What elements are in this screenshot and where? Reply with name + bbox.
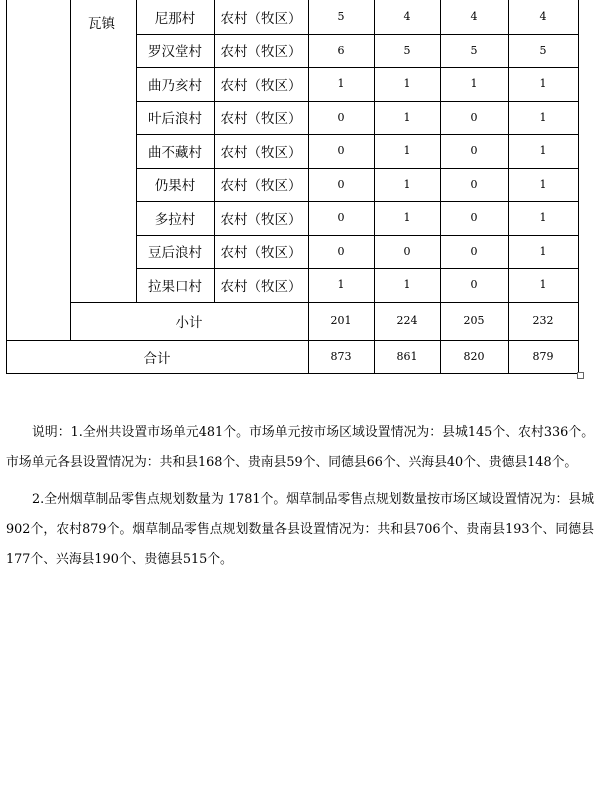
value-cell: 5 — [470, 43, 478, 57]
notes-section — [6, 418, 594, 582]
total-value-cell: 820 — [463, 350, 485, 363]
value-cell: 0 — [470, 177, 478, 191]
village-name-cell: 豆后浪村 — [148, 245, 202, 262]
village-name-cell: 曲乃亥村 — [148, 77, 202, 94]
value-cell: 0 — [470, 244, 478, 258]
value-cell: 1 — [403, 110, 411, 124]
value-cell: 1 — [539, 278, 547, 292]
data-table — [0, 0, 600, 380]
subtotal-value-cell: 232 — [532, 314, 554, 328]
area-type-cell: 农村（牧区） — [220, 245, 302, 262]
value-cell: 5 — [403, 43, 411, 57]
total-label: 合计 — [143, 350, 171, 367]
value-cell: 1 — [539, 110, 547, 124]
value-cell: 1 — [539, 77, 547, 91]
value-cell: 1 — [539, 211, 547, 225]
value-cell: 0 — [337, 211, 345, 225]
village-name-cell: 叶后浪村 — [148, 111, 202, 128]
value-cell: 5 — [337, 10, 345, 24]
value-cell: 4 — [403, 10, 411, 24]
value-cell: 0 — [470, 144, 478, 158]
area-type-cell: 农村（牧区） — [220, 211, 302, 228]
value-cell: 0 — [403, 244, 411, 258]
value-cell: 5 — [539, 43, 547, 57]
total-value-cell: 873 — [330, 350, 352, 363]
town-cell: 瓦镇 — [88, 16, 115, 32]
value-cell: 6 — [337, 43, 345, 57]
table-border — [578, 0, 579, 373]
village-name-cell: 尼那村 — [154, 10, 196, 27]
total-value-cell: 861 — [396, 350, 418, 363]
value-cell: 1 — [470, 77, 478, 91]
value-cell: 4 — [539, 10, 547, 24]
value-cell: 1 — [403, 177, 411, 191]
subtotal-value-cell: 201 — [330, 314, 352, 328]
value-cell: 4 — [470, 10, 478, 24]
area-type-cell: 农村（牧区） — [220, 77, 302, 94]
value-cell: 1 — [539, 144, 547, 158]
area-type-cell: 农村（牧区） — [220, 278, 302, 295]
table-bottom-border — [6, 373, 579, 374]
value-cell: 0 — [337, 244, 345, 258]
value-cell: 1 — [403, 144, 411, 158]
village-name-cell: 仍果村 — [154, 178, 196, 195]
value-cell: 0 — [470, 211, 478, 225]
table-left-border — [6, 0, 7, 373]
value-cell: 1 — [539, 244, 547, 258]
subtotal-label: 小计 — [175, 314, 203, 331]
value-cell: 1 — [403, 278, 411, 292]
total-value-cell: 879 — [532, 350, 554, 363]
value-cell: 0 — [337, 177, 345, 191]
value-cell: 1 — [539, 177, 547, 191]
area-type-cell: 农村（牧区） — [220, 44, 302, 61]
value-cell: 1 — [337, 77, 345, 91]
area-type-cell: 农村（牧区） — [220, 144, 302, 161]
value-cell: 1 — [403, 77, 411, 91]
value-cell: 1 — [337, 278, 345, 292]
village-name-cell: 多拉村 — [154, 211, 196, 228]
village-name-cell: 拉果口村 — [148, 278, 202, 295]
subtotal-value-cell: 205 — [463, 314, 485, 328]
area-type-cell: 农村（牧区） — [220, 178, 302, 195]
value-cell: 1 — [403, 211, 411, 225]
subtotal-value-cell: 224 — [396, 314, 418, 328]
area-type-cell: 农村（牧区） — [220, 10, 302, 27]
note-paragraph-2: 2.全州烟草制品零售点规划数量为 1781个。烟草制品零售点规划数量按市场区域设置情况为：县城902个，农村879个。烟草制品零售点规划数量各县设置情况为：共和县706个、贵南县193个、同德县177个、兴海县190个、贵德县515个。 — [6, 492, 594, 567]
value-cell: 0 — [470, 110, 478, 124]
value-cell: 0 — [337, 144, 345, 158]
area-type-cell: 农村（牧区） — [220, 111, 302, 128]
village-name-cell: 罗汉堂村 — [148, 44, 202, 61]
table-resize-handle[interactable] — [577, 372, 584, 379]
note-paragraph-1: 说明：1.全州共设置市场单元481个。市场单元按市场区域设置情况为：县城145个、农村336个。市场单元各县设置情况为：共和县168个、贵南县59个、同德县66个、兴海县40个、贵德县148个。 — [6, 425, 594, 470]
value-cell: 0 — [470, 278, 478, 292]
value-cell: 0 — [337, 110, 345, 124]
village-name-cell: 曲不藏村 — [148, 144, 202, 161]
